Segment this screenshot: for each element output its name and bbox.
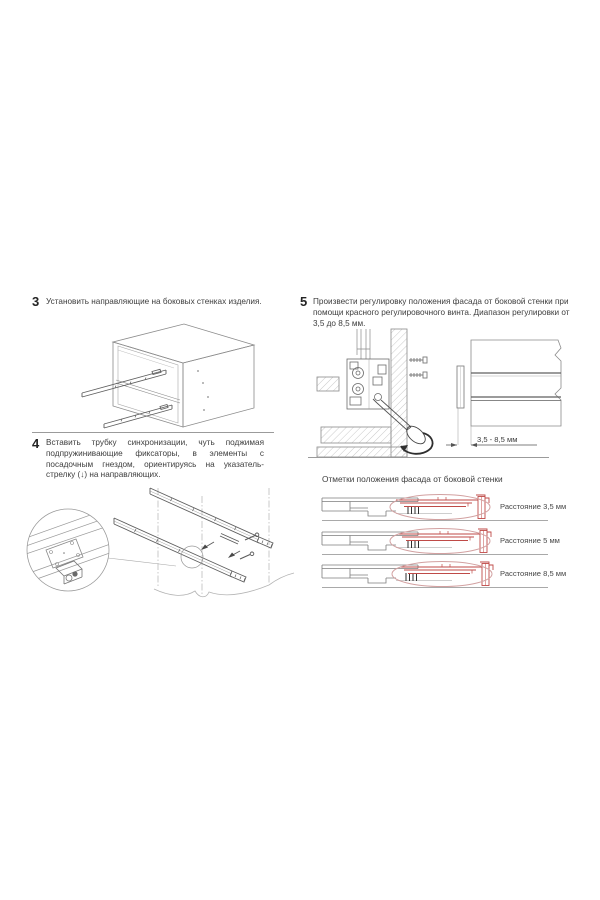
facade-distance-label-8-5: Расстояние 8,5 мм — [500, 569, 567, 578]
left-column-divider — [32, 432, 274, 433]
facade-distance-label-3-5: Расстояние 3,5 мм — [500, 502, 567, 511]
step-5-text: Произвести регулировку положения фасада от боковой стенки при помощи красного регулировочного винта. Диапазон регулировки от 3,5 до 8,5 мм. — [313, 297, 570, 328]
cabinet-slides-illustration — [56, 316, 264, 432]
sync-tube-illustration — [24, 486, 296, 614]
step-4-number: 4 — [32, 436, 40, 451]
facade-distance-label-5: Расстояние 5 мм — [500, 536, 560, 545]
step-3-number: 3 — [32, 294, 40, 309]
right-column-divider — [308, 457, 549, 458]
adjustment-range-label: 3,5 - 8,5 мм — [477, 435, 518, 444]
step-5-number: 5 — [300, 294, 308, 309]
facade-marks-heading: Отметки положения фасада от боковой стенки — [322, 474, 503, 484]
step-4-text: Вставить трубку синхронизации, чуть поджимая подпружинивающие фиксаторы, в элементы с посадочным гнездом, ориентируясь на указатель-стрелку (↓) на направляющих. — [46, 438, 264, 480]
adjustment-section-illustration — [317, 329, 439, 457]
step-3-text: Установить направляющие на боковых стенках изделия. — [46, 297, 262, 306]
